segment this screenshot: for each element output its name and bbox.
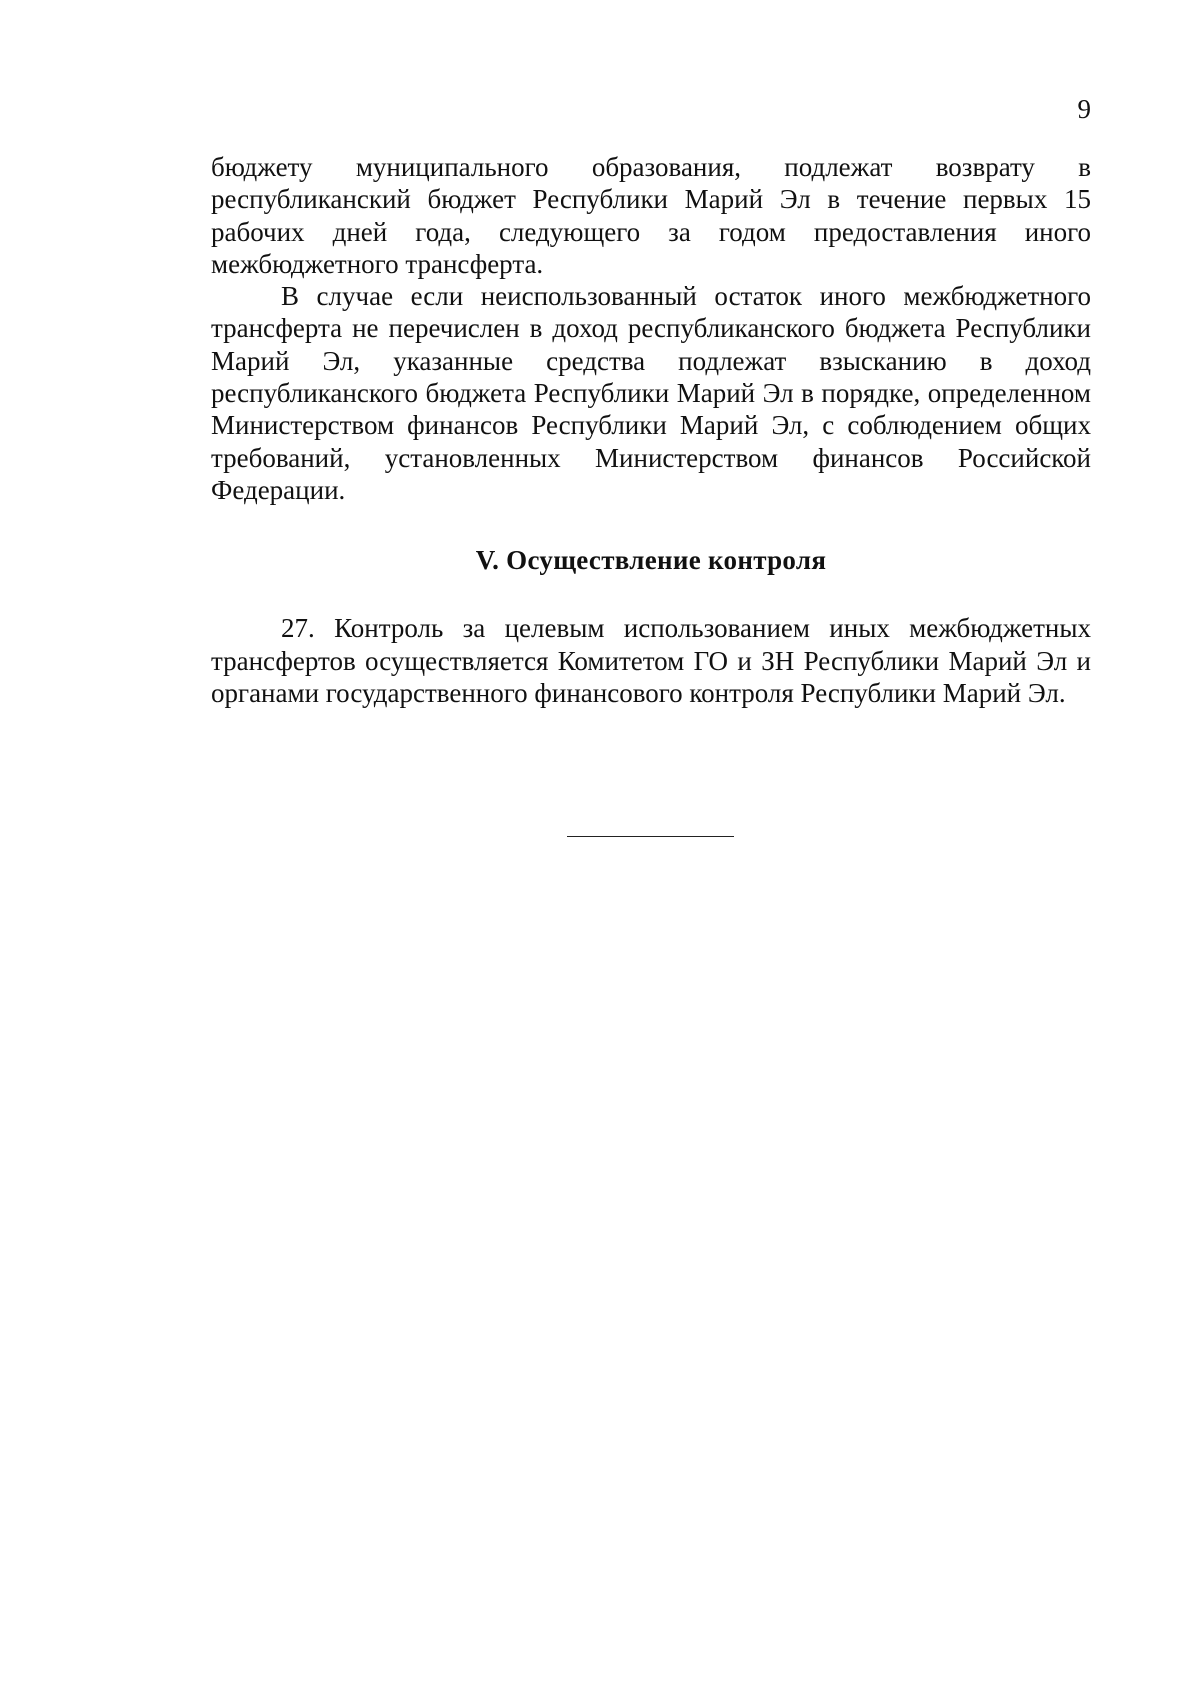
paragraph-continuation: бюджету муниципального образования, подлежат возврату в республиканский бюджет Республики Марий Эл в течение первых 15 рабочих дней года, следующего за годом предоставления иного межбюджетного трансферта. xyxy=(211,152,1091,279)
page-number: 9 xyxy=(1077,94,1091,124)
document-body xyxy=(211,151,1091,709)
section-heading: V. Осуществление контроля xyxy=(475,545,827,576)
paragraph-27: 27. Контроль за целевым использованием иных межбюджетных трансфертов осуществляется Комитетом ГО и ЗН Республики Марий Эл и органами государственного финансового контроля Республики Марий Эл. xyxy=(211,613,1091,708)
paragraph-unused-balance: В случае если неиспользованный остаток иного межбюджетного трансферта не перечислен в доход республиканского бюджета Республики Марий Эл, указанные средства подлежат взысканию в доход республиканского бюджета Республики Марий Эл в порядке, определенном Министерством финансов Республики Марий Эл, с соблюдением общих требований, установленных Министерством финансов Российской Федерации. xyxy=(211,281,1091,505)
end-of-text-rule xyxy=(567,836,734,837)
